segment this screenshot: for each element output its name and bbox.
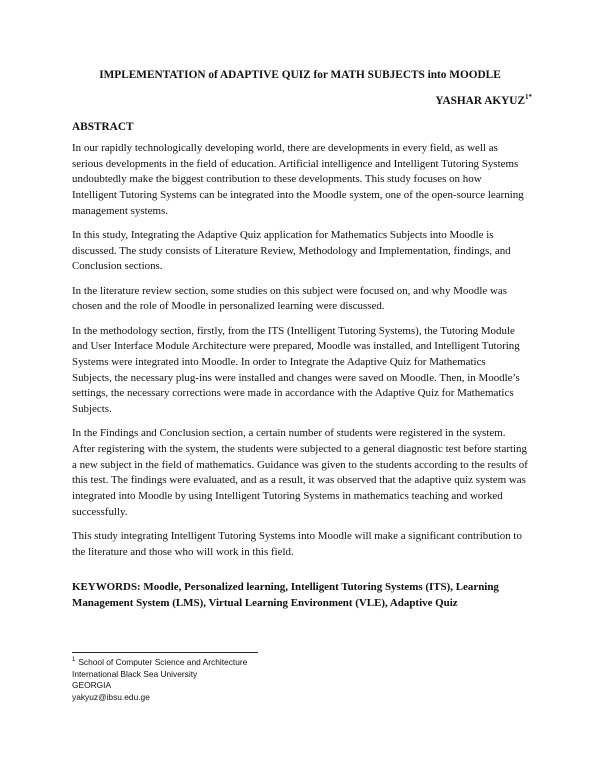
abstract-paragraph: In the Findings and Conclusion section, a certain number of students were registered in the system. After registering with the system, the students were subjected to a general diagnostic test before starting a new subject in the field of mathematics. Guidance was given to the students according to the results of this test. The findings were evaluated, and as a result, it was observed that the adaptive quiz system was integrated into Moodle by using Intelligent Tutoring Systems in mathematics teaching and worked successfully. (72, 427, 528, 518)
abstract-paragraph: In this study, Integrating the Adaptive Quiz application for Mathematics Subjects into Moodle is discussed. The study consists of Literature Review, Methodology and Implementation, findings, and Conclusion sections. (72, 229, 511, 273)
footnote-marker: 1 (72, 657, 76, 664)
keywords: KEYWORDS: Moodle, Personalized learning, Intelligent Tutoring Systems (ITS), Learning Management System (LMS), Virtual Learning Environment (VLE), Adaptive Quiz (72, 581, 499, 609)
abstract-body (72, 141, 528, 569)
affiliation-school: School of Computer Science and Architecture (78, 657, 248, 667)
author-footnote-marker: 1* (525, 93, 532, 102)
abstract-paragraph: In our rapidly technologically developing world, there are developments in every field, as well as serious developments in the field of education. Artificial intelligence and Intelligent Tutoring Systems undoubtedly make the biggest contribution to these developments. This study focuses on how Intelligent Tutoring Systems can be integrated into the Moodle system, one of the open-source learning management systems. (72, 142, 524, 217)
abstract-paragraph: In the methodology section, firstly, from the ITS (Intelligent Tutoring Systems), the Tutoring Module and User Interface Module Architecture were prepared, Moodle was installed, and Intelligent Tutoring Systems were integrated into Moodle. In order to Integrate the Adaptive Quiz for Mathematics Subjects, the necessary plug-ins were installed and changes were saved on Moodle. Then, in Moodle’s settings, the necessary corrections were made in accordance with the Adaptive Quiz for Mathematics Subjects. (72, 324, 520, 416)
author-line (435, 94, 532, 108)
affiliation-country: GEORGIA (72, 680, 112, 691)
affiliation-university: International Black Sea University (72, 668, 198, 679)
abstract-paragraph: This study integrating Intelligent Tutoring Systems into Moodle will make a significant contribution to the literature and those who will work in this field. (72, 529, 522, 558)
author-name: YASHAR AKYUZ (435, 95, 525, 107)
author-email: yakyuz@ibsu.edu.ge (72, 691, 150, 702)
footnote-divider (72, 652, 258, 653)
abstract-paragraph: In the literature review section, some studies on this subject were focused on, and why Moodle was chosen and the role of Moodle in personalized learning were discussed. (72, 284, 507, 313)
author-affiliation-footnote (72, 657, 372, 703)
abstract-heading: ABSTRACT (72, 121, 134, 133)
footnote-line (72, 657, 372, 669)
paper-title: IMPLEMENTATION of ADAPTIVE QUIZ for MATH SUBJECTS into MOODLE (99, 69, 501, 81)
